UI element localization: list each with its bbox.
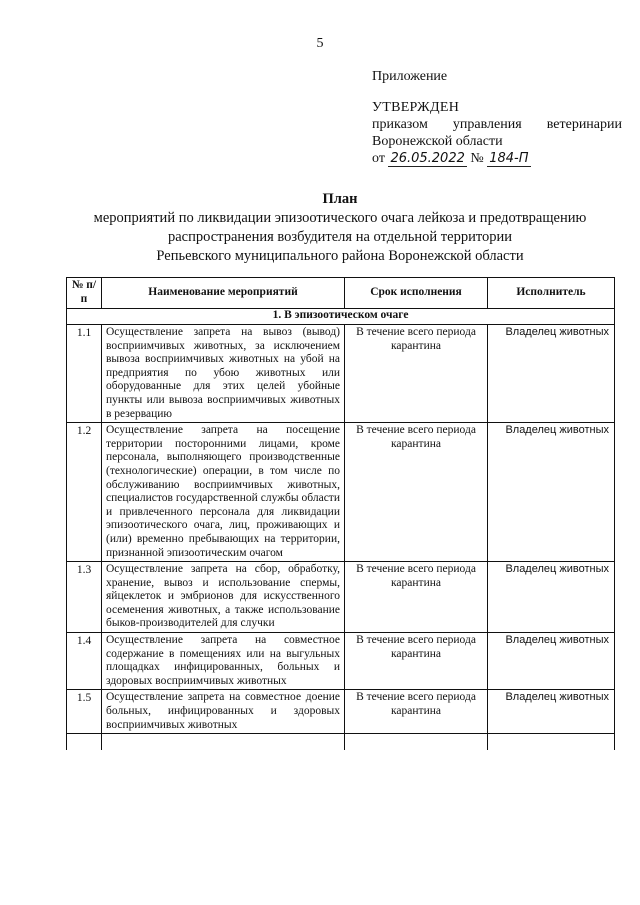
handwritten-number: 184-П <box>489 151 529 166</box>
title-line-3: Репьевского муниципального района Воронежской области <box>156 248 524 264</box>
order-line-2: Воронежской области <box>372 134 503 149</box>
table-row <box>67 423 615 562</box>
row-executor: Владелец животных <box>488 325 615 423</box>
number-sign: № <box>470 151 484 166</box>
header-name: Наименование мероприятий <box>102 278 345 309</box>
table-row <box>67 633 615 690</box>
row-action: Осуществление запрета на совместное содержание в помещениях или на выгульных площадках инфицированных, больных и здоровых восприимчивых животных <box>102 633 345 690</box>
row-num: 1.3 <box>67 562 102 633</box>
page-number: 5 <box>316 36 324 51</box>
title-line-1: мероприятий по ликвидации эпизоотического очага лейкоза и предотвращению <box>93 210 587 226</box>
row-term: В течение всего периода карантина <box>345 325 488 423</box>
table-row <box>67 325 615 423</box>
header-num: № п/п <box>67 278 102 309</box>
approval-block <box>372 68 622 167</box>
section-title: 1. В эпизоотическом очаге <box>67 309 615 325</box>
order-line-1: приказом управления ветеринарии <box>372 117 622 132</box>
row-term: В течение всего периода карантина <box>345 633 488 690</box>
date-prefix: от <box>372 151 385 166</box>
row-executor: Владелец животных <box>488 690 615 734</box>
document-title <box>40 190 640 266</box>
row-executor: Владелец животных <box>488 423 615 562</box>
row-action: Осуществление запрета на совместное доение больных, инфицированных и здоровых восприимчивых животных <box>102 690 345 734</box>
row-term: В течение всего периода карантина <box>345 423 488 562</box>
order-date-number <box>372 150 622 167</box>
row-term: В течение всего периода карантина <box>345 690 488 734</box>
section-row <box>67 309 615 325</box>
row-executor: Владелец животных <box>488 633 615 690</box>
handwritten-date: 26.05.2022 <box>390 151 465 166</box>
table-header-row <box>67 278 615 309</box>
row-action: Осуществление запрета на посещение территории посторонними лицами, кроме персонала, выполняющего производственные (технологические) операции, в том числе по обслуживанию восприимчивых животных, специалистов государственной службы области и привлеченного персонала для ликвидации эпизоотического очага, лиц, проживающих и (или) временно пребывающих на территории, признанной эпизоотическим очагом <box>102 423 345 562</box>
header-term: Срок исполнения <box>345 278 488 309</box>
appendix-label: Приложение <box>372 69 448 84</box>
row-num: 1.4 <box>67 633 102 690</box>
title-line-2: распространения возбудителя на отдельной территории <box>168 229 512 245</box>
row-num: 1.5 <box>67 690 102 734</box>
title-heading: План <box>322 191 358 207</box>
row-num: 1.2 <box>67 423 102 562</box>
table-row <box>67 562 615 633</box>
approved-label: УТВЕРЖДЕН <box>372 100 460 115</box>
row-term: В течение всего периода карантина <box>345 562 488 633</box>
row-action: Осуществление запрета на вывоз (вывод) восприимчивых животных, за исключением вывоза восприимчивых животных на убой на предприятия по убою животных или оборудованные для этих целей убойные пункты или вывоза восприимчивых животных в резервацию <box>102 325 345 423</box>
row-executor: Владелец животных <box>488 562 615 633</box>
measures-table <box>66 277 615 750</box>
row-action: Осуществление запрета на сбор, обработку, хранение, вывоз и использование спермы, яйцеклеток и эмбрионов для искусственного осеменения животных, а также использование быков-производителей для случки <box>102 562 345 633</box>
header-executor: Исполнитель <box>488 278 615 309</box>
table-row <box>67 690 615 734</box>
table-continuation-row <box>67 734 615 751</box>
row-num: 1.1 <box>67 325 102 423</box>
